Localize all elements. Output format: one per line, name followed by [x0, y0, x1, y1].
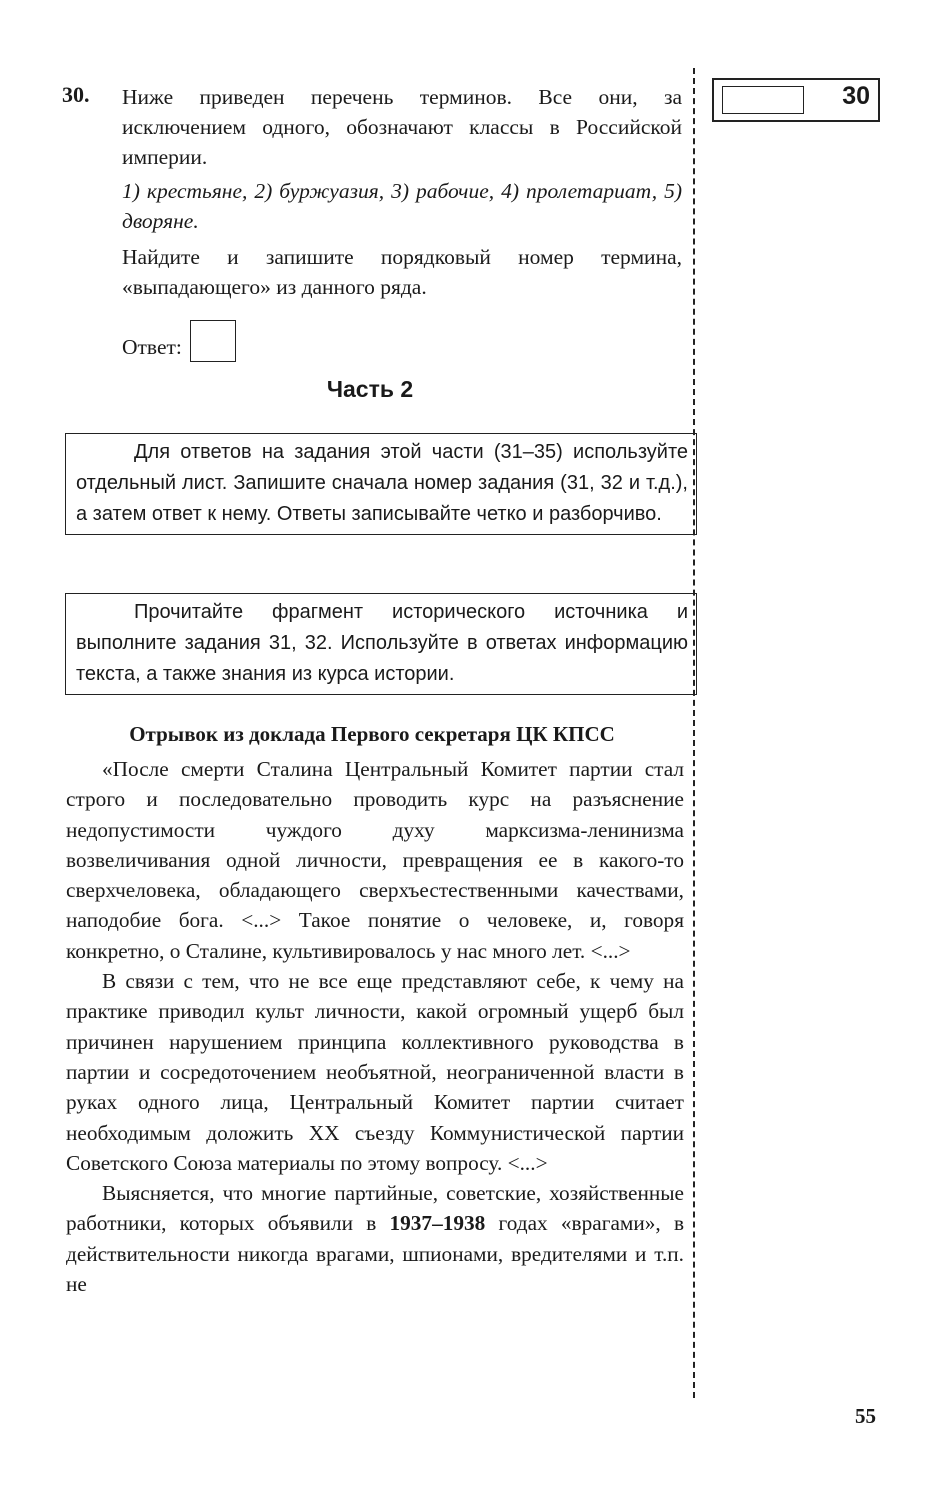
source-paragraph: В связи с тем, что не все еще представляют себе, к чему на практике приводил культ личности, какой огромный ущерб был причинен нарушением принципа коллективного руководства в партии и сосредоточением необъятной, неограниченной власти в руках одного лица, Центральный Комитет партии считает необходимым доложить XX съезду Коммунистической партии Советского Союза материалы по этому вопросу. <...> — [66, 969, 684, 1175]
reading-task-box — [65, 593, 697, 695]
source-paragraph: «После смерти Сталина Центральный Комитет партии стал строго и последовательно проводить курс на разъяснение недопустимости чуждого духу марксизма-ленинизма возвеличивания одной личности, превращения ее в какого-то сверхчеловека, обладающего сверхъестественными качествами, наподобие бога. <...> Такое понятие о человеке, и, говоря конкретно, о Сталине, культивировалось у нас много лет. <...> — [66, 757, 684, 963]
page-number: 55 — [855, 1404, 876, 1428]
source-years: 1937–1938 — [389, 1211, 486, 1236]
part-title: Часть 2 — [326, 376, 414, 402]
side-task-number: 30 — [842, 82, 870, 110]
task-number: 30. — [62, 82, 90, 107]
source-paragraph-start: Выясняется, что многие партийные, советские, хозяйственные работники, которых объявили в — [66, 1181, 684, 1236]
source-title: Отрывок из доклада Первого секретаря ЦК КПСС — [129, 722, 615, 746]
answer-label: Ответ: — [122, 335, 182, 359]
source-paragraph-end: годах «врагами», в действительности никогда врагами, шпионами, вредителями и т.п. не — [66, 1211, 684, 1297]
source-text — [66, 754, 684, 1299]
task-instruction: Найдите и запишите порядковый номер термина, «выпадающего» из данного ряда. — [122, 245, 682, 299]
answer-box[interactable] — [190, 320, 236, 362]
part-instructions: Для ответов на задания этой части (31–35) используйте отдельный лист. Запишите сначала номер задания (31, 32 и т.д.), а затем ответ к нему. Ответы записывайте четко и разборчиво. — [76, 441, 688, 525]
margin-cut-line — [693, 68, 695, 1398]
task-body — [122, 82, 682, 362]
task-intro: Ниже приведен перечень терминов. Все они, за исключением одного, обозначают классы в Российской империи. — [122, 85, 682, 169]
answer-row — [122, 320, 682, 362]
reading-task: Прочитайте фрагмент исторического источника и выполните задания 31, 32. Используйте в ответах информацию текста, а также знания из курса истории. — [76, 601, 688, 685]
part-instructions-box — [65, 433, 697, 535]
source-paragraph — [66, 1178, 684, 1299]
side-answer-field[interactable] — [722, 86, 804, 114]
task-terms: 1) крестьяне, 2) буржуазия, 3) рабочие, 4) пролетариат, 5) дворяне. — [122, 179, 682, 233]
side-answer-box — [712, 78, 880, 122]
